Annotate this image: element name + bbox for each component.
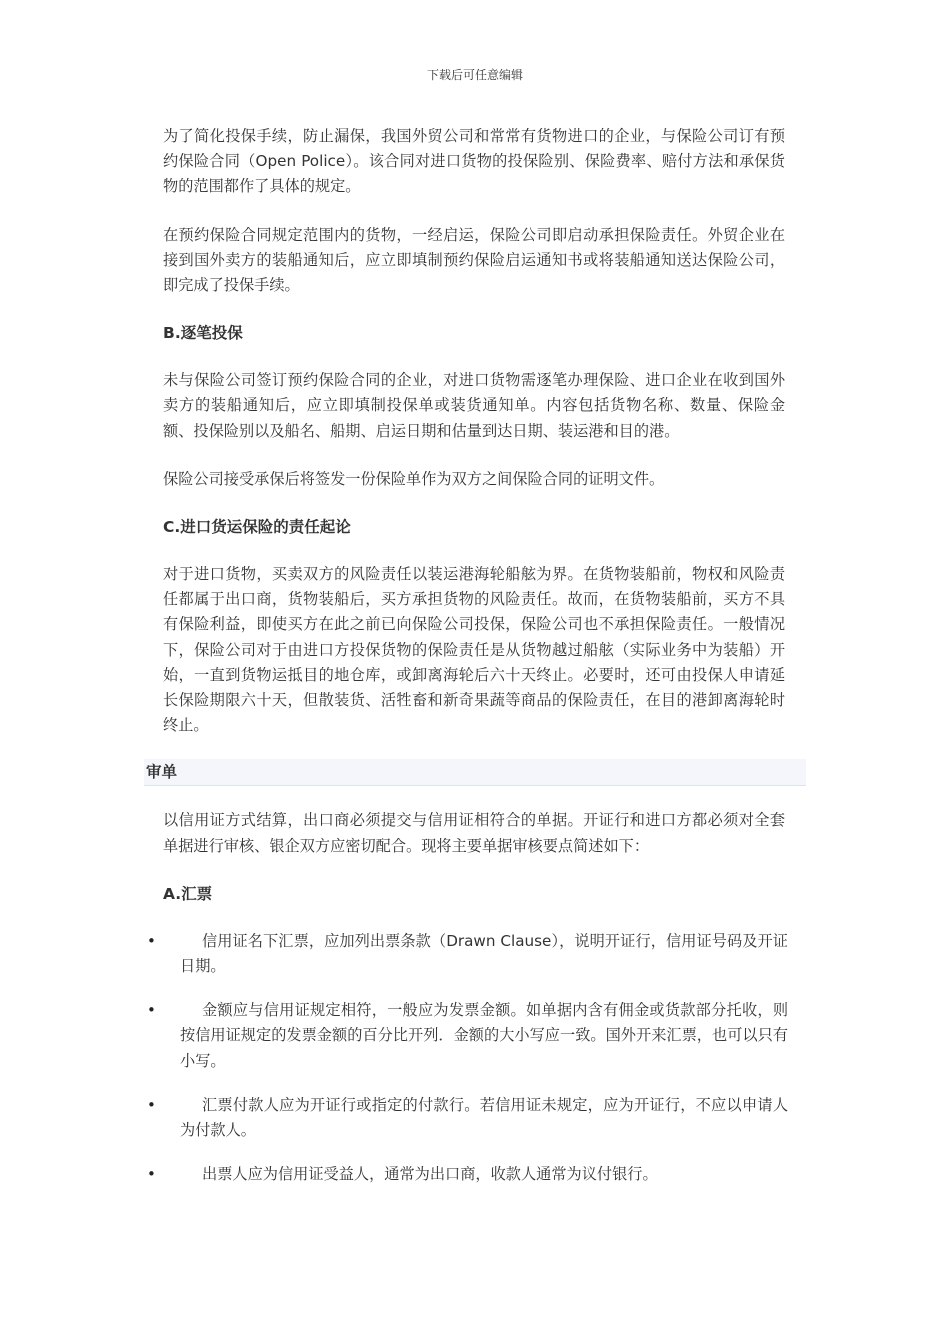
list-item-text: 金额应与信用证规定相符，一般应为发票金额。如单据内含有佣金或货款部分托收，则按信用证规定的发票金额的百分比开列．金额的大小写应一致。国外开来汇票，也可以只有小写。 — [180, 1001, 788, 1070]
paragraph-open-policy-procedure: 在预约保险合同规定范围内的货物，一经启运，保险公司即启动承担保险责任。外贸企业在接到国外卖方的装船通知后，应立即填制预约保险启运通知书或将装船通知送达保险公司，即完成了投保手续。 — [163, 225, 785, 295]
list-item-text: 汇票付款人应为开证行或指定的付款行。若信用证未规定，应为开证行，不应以申请人为付款人。 — [180, 1095, 788, 1140]
section-heading-review: 审单 — [144, 759, 806, 786]
bullet-icon: • — [147, 1095, 156, 1114]
paragraph-per-shipment: 未与保险公司签订预约保险合同的企业，对进口货物需逐笔办理保险、进口企业在收到国外卖方的装船通知后，应立即填制投保单或装货通知单。内容包括货物名称、数量、保险金额、投保险别以及船名、船期、启运日期和估量到达日期、装运港和目的港。 — [163, 371, 785, 440]
bullet-icon: • — [147, 1001, 156, 1020]
paragraph-open-policy: 为了简化投保手续，防止漏保，我国外贸公司和常常有货物进口的企业，与保险公司订有预约保险合同（Open Police）。该合同对进口货物的投保险别、保险费率、赔付方法和承保货物的范围都作了具体的规定。 — [163, 127, 785, 196]
subsection-title-draft: A.汇票 — [163, 884, 213, 903]
subsection-title-b: B.逐笔投保 — [163, 324, 243, 343]
document-body — [0, 124, 950, 1206]
list-item — [147, 929, 788, 979]
list-item-text: 信用证名下汇票，应加列出票条款（Drawn Clause），说明开证行，信用证号码及开证日期。 — [180, 931, 788, 976]
draft-bullet-list — [0, 929, 950, 1188]
paragraph-liability-start: 对于进口货物，买卖双方的风险责任以装运港海轮船舷为界。在货物装船前，物权和风险责任都属于出口商，货物装船后，买方承担货物的风险责任。故而，在货物装船前，买方不具有保险利益，即使买方在此之前已向保险公司投保，保险公司也不承担保险责任。一般情况下，保险公司对于由进口方投保货物的保险责任是从货物越过船舷（实际业务中为装船）开始，一直到货物运抵目的地仓库，或卸离海轮后六十天终止。必要时，还可由投保人申请延长保险期限六十天，但散装货、活牲畜和新奇果蔬等商品的保险责任，在目的港卸离海轮时终止。 — [163, 565, 785, 735]
list-item — [147, 1162, 788, 1187]
list-item — [147, 1093, 788, 1143]
subsection-title-c: C.进口货运保险的责任起论 — [163, 518, 351, 537]
list-item — [147, 998, 788, 1074]
paragraph-review-intro: 以信用证方式结算，出口商必须提交与信用证相符合的单据。开证行和进口方都必须对全套单据进行审核、银企双方应密切配合。现将主要单据审核要点简述如下： — [163, 811, 785, 855]
paragraph-policy-issued: 保险公司接受承保后将签发一份保险单作为双方之间保险合同的证明文件。 — [163, 469, 665, 488]
bullet-icon: • — [147, 1165, 156, 1184]
page-header-note: 下载后可任意编辑 — [426, 68, 523, 82]
list-item-text: 出票人应为信用证受益人，通常为出口商，收款人通常为议付银行。 — [202, 1165, 658, 1184]
bullet-icon: • — [147, 931, 156, 950]
